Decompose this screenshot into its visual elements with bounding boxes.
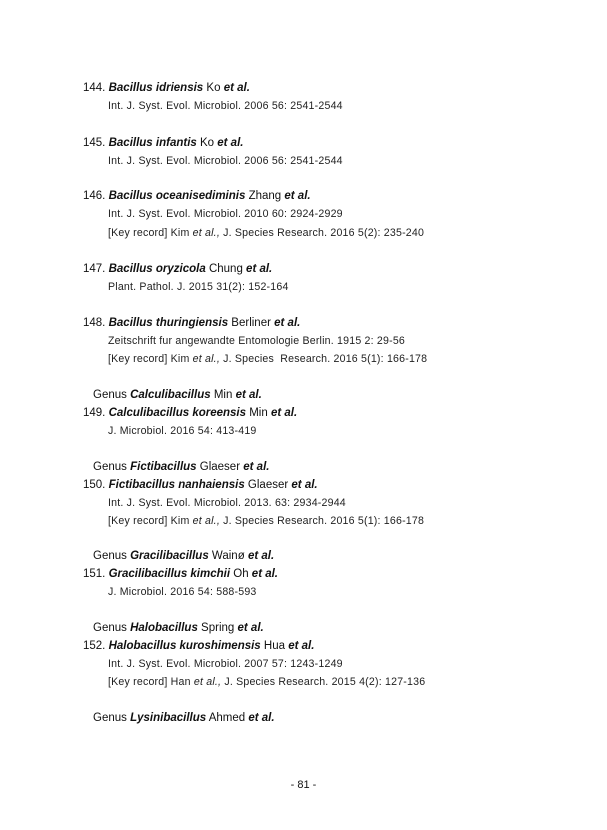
genus-name: Fictibacillus: [130, 461, 197, 473]
key-record-et-al: et al.,: [192, 353, 220, 365]
et-al: et al.: [270, 407, 298, 419]
et-al: et al.: [251, 568, 279, 580]
key-record-citation: J. Species Research. 2016 5(1): 166-178: [223, 353, 428, 365]
author: Ko: [199, 137, 215, 149]
genus-label: Genus: [93, 712, 127, 724]
entry-heading-144: [83, 81, 250, 95]
reference: J. Microbiol. 2016 54: 588-593: [108, 586, 257, 598]
reference: Zeitschrift fur angewandte Entomologie Berlin. 1915 2: 29-56: [108, 335, 406, 347]
species-name: Gracilibacillus kimchii: [108, 568, 231, 580]
species-name: Halobacillus kuroshimensis: [108, 640, 261, 652]
entry-heading-152: [83, 639, 314, 653]
entry-number: 146.: [83, 190, 106, 202]
species-name: Fictibacillus nanhaiensis: [108, 479, 245, 491]
author: Zhang: [248, 190, 282, 202]
et-al: et al.: [217, 137, 244, 149]
genus-name: Calculibacillus: [130, 389, 211, 401]
et-al: et al.: [246, 263, 273, 275]
genus-heading-halobacillus: [93, 621, 264, 635]
key-record-prefix: [Key record] Kim: [108, 515, 190, 527]
author: Chung: [208, 263, 243, 275]
key-record: [108, 514, 424, 528]
genus-heading-calculibacillus: [93, 388, 262, 402]
entry-number: 145.: [83, 137, 106, 149]
reference: Int. J. Syst. Evol. Microbiol. 2007 57: 1243-1249: [108, 658, 343, 670]
entry-heading-147: [83, 262, 272, 276]
key-record-citation: J. Species Research. 2016 5(1): 166-178: [223, 515, 425, 527]
key-record-citation: J. Species Research. 2016 5(2): 235-240: [223, 227, 425, 239]
entry-heading-148: [83, 316, 300, 330]
et-al: et al.: [247, 550, 275, 562]
et-al: et al.: [274, 317, 301, 329]
reference: Int. J. Syst. Evol. Microbiol. 2013. 63: 2934-2944: [108, 497, 346, 509]
reference: Int. J. Syst. Evol. Microbiol. 2006 56: 2541-2544: [108, 100, 343, 112]
entry-number: 148.: [83, 317, 106, 329]
author: Hua: [263, 640, 286, 652]
genus-name: Gracilibacillus: [130, 550, 209, 562]
entry-heading-149: [83, 406, 297, 420]
key-record: [108, 226, 424, 240]
key-record: [108, 675, 425, 689]
genus-label: Genus: [93, 461, 127, 473]
key-record-et-al: et al.,: [192, 227, 220, 239]
author: Spring: [201, 622, 235, 634]
author: Berliner: [231, 317, 271, 329]
entry-number: 149.: [83, 407, 106, 419]
author: Ko: [206, 82, 221, 94]
key-record: [108, 352, 427, 366]
entry-heading-150: [83, 478, 318, 492]
et-al: et al.: [243, 461, 270, 473]
entry-heading-151: [83, 567, 278, 581]
author: Glaeser: [199, 461, 241, 473]
species-name: Bacillus thuringiensis: [108, 317, 229, 329]
species-name: Bacillus infantis: [108, 137, 197, 149]
author: Oh: [233, 568, 249, 580]
author: Min: [213, 389, 233, 401]
reference: Int. J. Syst. Evol. Microbiol. 2010 60: 2924-2929: [108, 208, 343, 220]
et-al: et al.: [223, 82, 250, 94]
et-al: et al.: [291, 479, 318, 491]
reference: Plant. Pathol. J. 2015 31(2): 152-164: [108, 281, 289, 293]
entry-number: 147.: [83, 263, 106, 275]
et-al: et al.: [237, 622, 264, 634]
key-record-citation: J. Species Research. 2015 4(2): 127-136: [224, 676, 426, 688]
entry-number: 144.: [83, 82, 106, 94]
author: Glaeser: [247, 479, 289, 491]
author: Wainø: [211, 550, 245, 562]
key-record-prefix: [Key record] Kim: [108, 353, 190, 365]
key-record-prefix: [Key record] Kim: [108, 227, 190, 239]
entry-number: 151.: [83, 568, 106, 580]
reference: J. Microbiol. 2016 54: 413-419: [108, 425, 257, 437]
author: Ahmed: [208, 712, 246, 724]
et-al: et al.: [248, 712, 275, 724]
genus-heading-lysinibacillus: [93, 711, 275, 725]
genus-name: Halobacillus: [130, 622, 198, 634]
species-name: Bacillus oryzicola: [108, 263, 206, 275]
genus-heading-fictibacillus: [93, 460, 269, 474]
author: Min: [249, 407, 268, 419]
et-al: et al.: [235, 389, 262, 401]
genus-label: Genus: [93, 550, 127, 562]
key-record-prefix: [Key record] Han: [108, 676, 191, 688]
reference: Int. J. Syst. Evol. Microbiol. 2006 56: 2541-2544: [108, 155, 343, 167]
et-al: et al.: [288, 640, 315, 652]
entry-number: 150.: [83, 479, 106, 491]
key-record-et-al: et al.,: [192, 515, 220, 527]
entry-number: 152.: [83, 640, 106, 652]
genus-heading-gracilibacillus: [93, 549, 274, 563]
species-name: Bacillus oceanisediminis: [108, 190, 246, 202]
genus-label: Genus: [93, 622, 127, 634]
genus-label: Genus: [93, 389, 127, 401]
key-record-et-al: et al.,: [193, 676, 222, 688]
entry-heading-146: [83, 189, 311, 203]
et-al: et al.: [284, 190, 311, 202]
species-name: Bacillus idriensis: [108, 82, 204, 94]
page-number: - 81 -: [290, 779, 317, 791]
species-name: Calculibacillus koreensis: [108, 407, 247, 419]
entry-heading-145: [83, 136, 243, 150]
genus-name: Lysinibacillus: [130, 712, 207, 724]
